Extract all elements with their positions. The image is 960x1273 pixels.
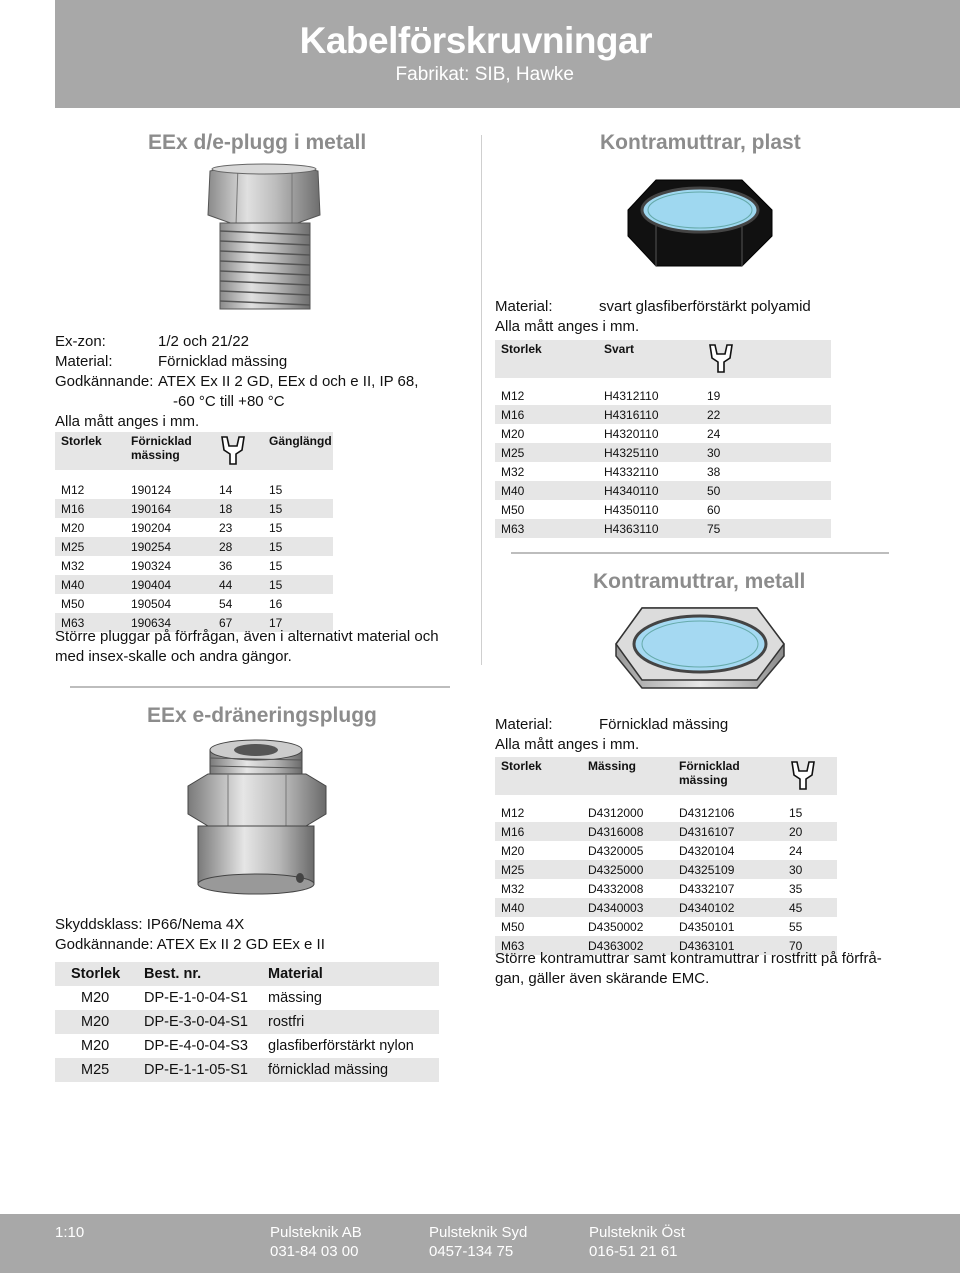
table-row: M20 D4320005 D4320104 24 xyxy=(501,843,803,858)
plast-specs: Material: svart glasfiberförstärkt polyamid Alla mått anges i mm. xyxy=(495,298,811,335)
table-row: M20 DP-E-4-0-04-S3 glasfiberförstärkt nylon xyxy=(55,1034,439,1058)
page-footer xyxy=(0,1214,960,1273)
section-title-drain: EEx e-dräneringsplugg xyxy=(147,704,377,727)
wrench-icon xyxy=(701,340,831,378)
table-row: M32 H4332110 38 xyxy=(501,464,721,479)
table-row: M20 190204 23 15 xyxy=(61,520,283,535)
metall-table xyxy=(495,757,837,955)
col-svart: Svart xyxy=(598,340,701,378)
contact-phone: 016-51 21 61 xyxy=(589,1243,678,1260)
approval-value: ATEX Ex II 2 GD, EEx d och e II, IP 68, xyxy=(158,373,419,390)
table-row: M12 190124 14 15 xyxy=(61,482,283,497)
table-row: M20 H4320110 24 xyxy=(501,426,721,441)
page-header xyxy=(55,0,960,108)
plugg-note: Större pluggar på förfrågan, även i alternativt material och med insex-skalle och andra gängor. xyxy=(55,628,439,665)
table-row: M63 D4363002 D4363101 70 xyxy=(495,936,837,955)
col-bestnr: Best. nr. xyxy=(144,962,268,986)
table-row: M20 DP-E-1-0-04-S1 mässing xyxy=(55,986,439,1010)
table-row: M16 D4316008 D4316107 20 xyxy=(495,822,837,841)
metal-nut-image xyxy=(612,600,787,692)
table-row: M40 190404 44 15 xyxy=(55,575,333,594)
table-row: M50 D4350002 D4350101 55 xyxy=(501,919,803,934)
table-row: M63 190634 67 17 xyxy=(55,613,333,632)
section-title-plugg: EEx d/e-plugg i metall xyxy=(148,131,367,154)
table-row: M12 D4312000 D4312106 15 xyxy=(501,805,803,820)
contact-phone: 0457-134 75 xyxy=(429,1243,514,1260)
col-fornicklad: Förnicklad mässing xyxy=(673,757,783,795)
contact-name: Pulsteknik AB xyxy=(270,1224,362,1241)
column-divider xyxy=(481,135,482,665)
table-row: M50 190504 54 16 xyxy=(61,596,283,611)
table-row: M63 H4363110 75 xyxy=(495,519,831,538)
table-row: M32 190324 36 15 xyxy=(61,558,283,573)
drain-table xyxy=(55,962,439,1082)
plugg-table xyxy=(55,432,333,632)
approval-value-cont: -60 °C till +80 °C xyxy=(173,393,285,410)
table-row: M50 H4350110 60 xyxy=(501,502,721,517)
section-title-plast: Kontramuttrar, plast xyxy=(600,131,801,154)
metall-specs: Material: Förnicklad mässing Alla mått anges i mm. xyxy=(495,716,729,753)
contact-name: Pulsteknik Syd xyxy=(429,1224,528,1241)
col-massing: Mässing xyxy=(582,757,673,795)
table-row: M16 190164 18 15 xyxy=(55,499,333,518)
table-row: M25 190254 28 15 xyxy=(55,537,333,556)
col-storlek: Storlek xyxy=(495,340,598,378)
col-storlek: Storlek xyxy=(55,962,144,986)
table-row: M40 D4340003 D4340102 45 xyxy=(495,898,837,917)
table-row: M25 H4325110 30 xyxy=(495,443,831,462)
section-divider xyxy=(70,686,450,688)
col-storlek: Storlek xyxy=(55,432,125,470)
material-value: Förnicklad mässing xyxy=(158,353,288,370)
wrench-icon xyxy=(783,757,837,795)
approval-label: Godkännande: xyxy=(55,373,154,390)
material-label: Material: xyxy=(55,353,113,370)
metall-note: Större kontramuttrar samt kontramuttrar i rostfritt på förfrå- gan, gäller även skärande EMC. xyxy=(495,950,882,987)
section-divider xyxy=(511,552,889,554)
plastic-nut-image xyxy=(622,172,777,272)
col-storlek: Storlek xyxy=(495,757,582,795)
contact-name: Pulsteknik Öst xyxy=(589,1224,685,1241)
page-subtitle: Fabrikat: SIB, Hawke xyxy=(395,64,574,85)
section-title-metall: Kontramuttrar, metall xyxy=(593,570,806,593)
table-row: M12 H4312110 19 xyxy=(501,388,721,403)
table-row: M16 H4316110 22 xyxy=(495,405,831,424)
table-row: M20 DP-E-3-0-04-S1 rostfri xyxy=(55,1010,439,1034)
drain-specs: Skyddsklass: IP66/Nema 4X Godkännande: ATEX Ex II 2 GD EEx e II xyxy=(55,916,325,953)
col-fornicklad: Förnicklad mässing xyxy=(125,432,213,470)
col-material: Material xyxy=(268,962,439,986)
exzon-value: 1/2 och 21/22 xyxy=(158,333,249,350)
col-ganglangd: Gänglängd xyxy=(263,432,333,470)
table-row: M25 D4325000 D4325109 30 xyxy=(495,860,837,879)
contact-phone: 031-84 03 00 xyxy=(270,1243,359,1260)
dims-note: Alla mått anges i mm. xyxy=(55,413,200,430)
exzon-label: Ex-zon: xyxy=(55,333,106,350)
plug-image xyxy=(198,163,330,315)
page-title: Kabelförskruvningar xyxy=(299,20,652,61)
page-number: 1:10 xyxy=(55,1224,85,1241)
table-row: M25 DP-E-1-1-05-S1 förnicklad mässing xyxy=(55,1058,439,1082)
wrench-icon xyxy=(213,432,263,470)
table-row: M40 H4340110 50 xyxy=(495,481,831,500)
table-row: M32 D4332008 D4332107 35 xyxy=(501,881,803,896)
drain-plug-image xyxy=(180,738,330,898)
plast-table xyxy=(495,340,831,538)
plugg-specs xyxy=(55,332,475,432)
